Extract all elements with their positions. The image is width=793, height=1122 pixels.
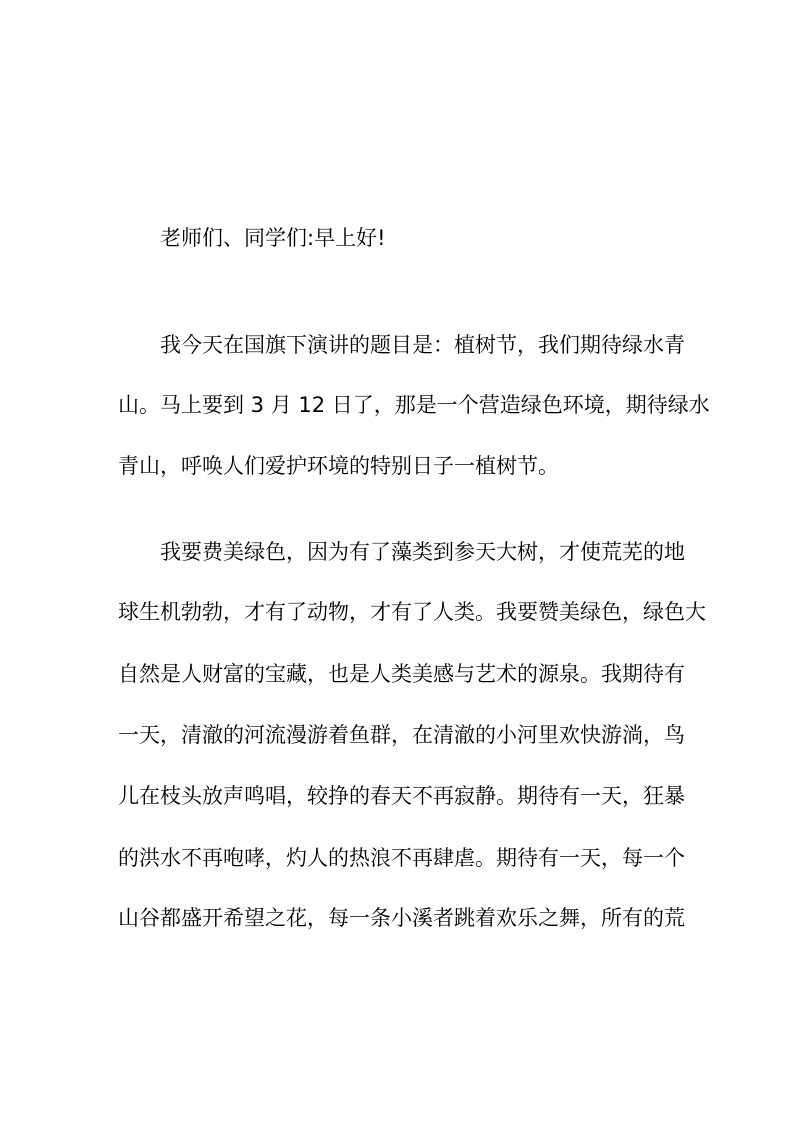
text-line: 的洪水不再咆哮，灼人的热浪不再肆虐。期待有一天，每一个 [118, 846, 685, 870]
text-line: 一天，清澈的河流漫游着鱼群，在清澈的小河里欢快游淌，鸟 [118, 723, 685, 747]
text-line: 球生机勃勃，才有了动物，才有了人类。我要赞美绿色，绿色大 [118, 600, 706, 624]
text-line: 山。马上要到 3 月 12 日了，那是一个营造绿色环境，期待绿水 [118, 393, 710, 417]
text-line: 儿在枝头放声鸣唱，较挣的春天不再寂静。期待有一天，狂暴 [118, 784, 685, 808]
text-line: 山谷都盛开希望之花，每一条小溪者跳着欢乐之舞，所有的荒 [118, 906, 685, 930]
text-line: 我今天在国旗下演讲的题目是：植树节，我们期待绿水青 [160, 333, 685, 357]
text-line: 自然是人财富的宝藏，也是人类美感与艺术的源泉。我期待有 [118, 662, 685, 686]
text-line: 我要费美绿色，因为有了藻类到参天大树，才使荒芜的地 [160, 540, 685, 564]
text-line: 青山，呼唤人们爱护环境的特别日子一植树节。 [118, 454, 559, 478]
greeting: 老师们、同学们:早上好! [160, 226, 386, 250]
